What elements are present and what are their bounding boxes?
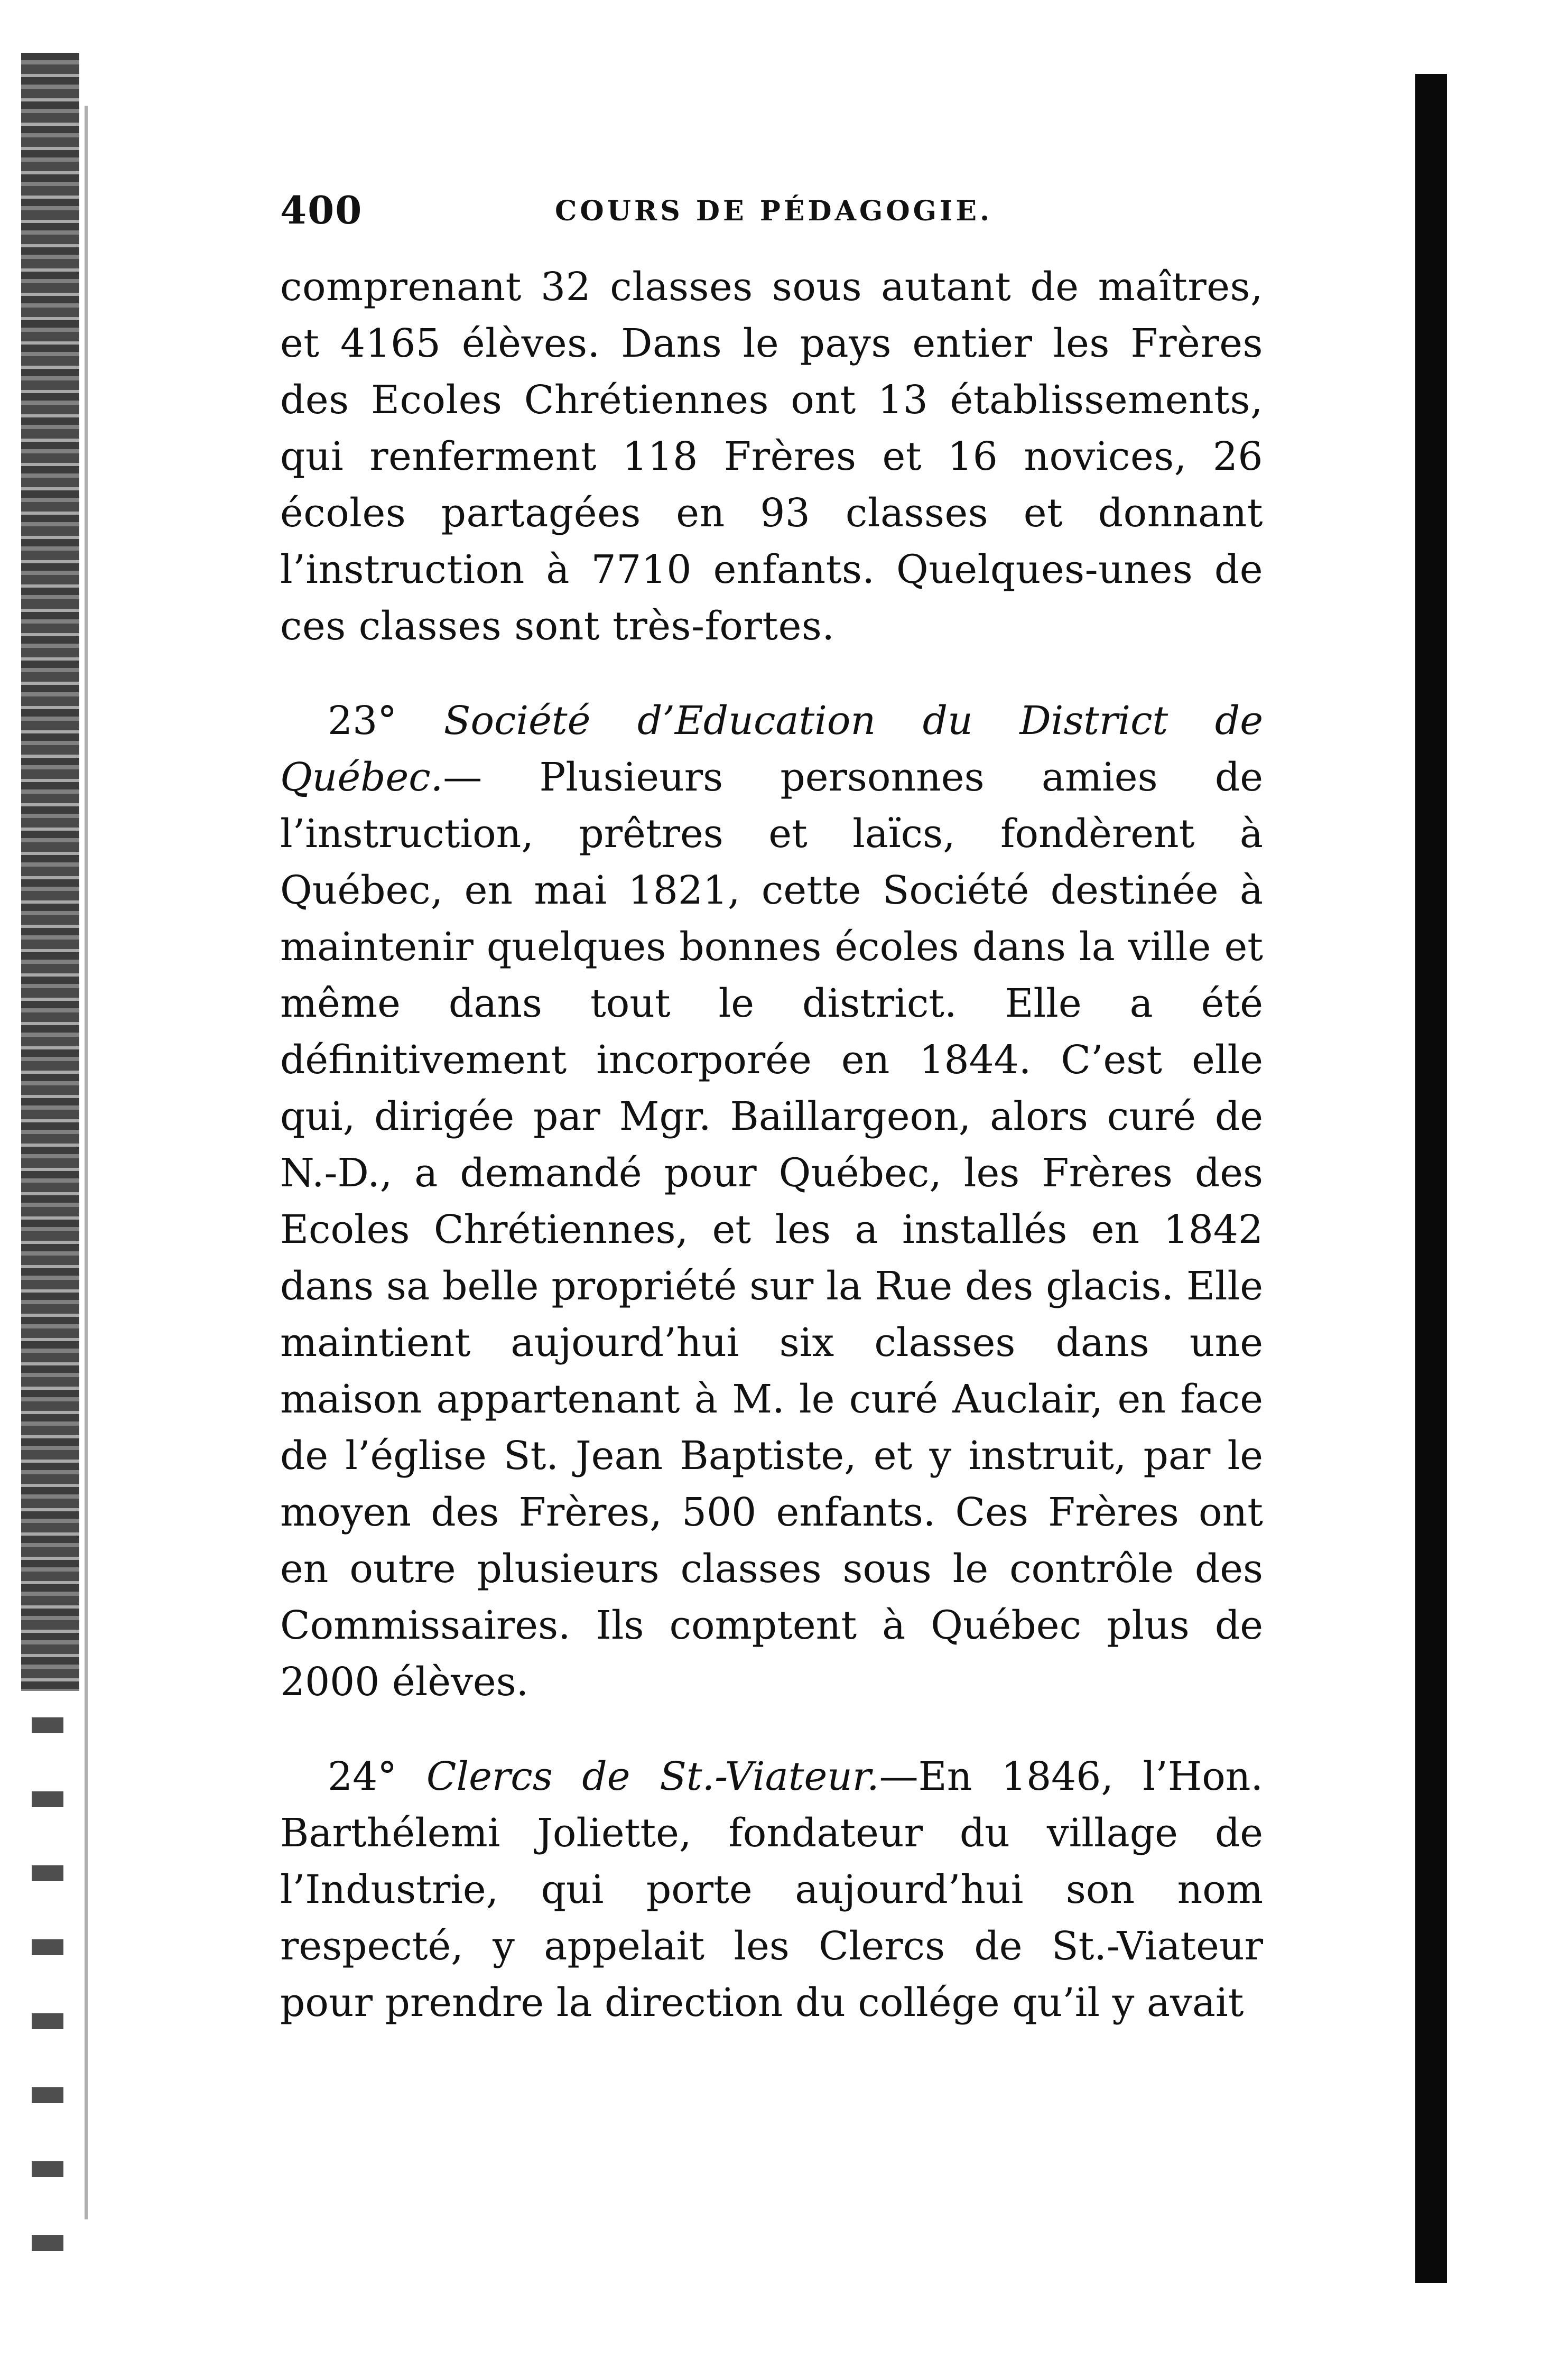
page-body [280,259,1263,2031]
paragraph-section-23 [280,693,1263,1711]
scan-binding-edge-left [21,53,79,1691]
section-number: 24° [328,1754,397,1799]
scan-edge-right [1415,74,1447,2283]
scan-binding-line [85,106,88,2219]
section-heading: Clercs de St.-Viateur. [426,1754,879,1799]
section-dash: — [443,755,483,800]
page-number: 400 [280,188,363,233]
scan-binding-marks-left [32,1717,63,2288]
section-heading: Société d’Education du District de Québec. [280,698,1264,800]
running-title: COURS DE PÉDAGOGIE. [555,195,993,227]
section-text: En 1846, l’Hon. Barthélemi Joliette, fondateur du village de l’Industrie, qui porte aujourd’hui son nom respecté, y appelait les Clercs de St.-Viateur pour prendre la direction du collége qu’il y avait [280,1754,1263,2025]
page-header [280,188,1300,246]
section-text: Plusieurs personnes amies de l’instruction, prêtres et laïcs, fondèrent à Québec, en mai 1821, cette Société destinée à maintenir quelques bonnes écoles dans la ville et même dans tout le district. Elle a été définitivement incorporée en 1844. C’est elle qui, dirigée par Mgr. Baillargeon, alors curé de N.-D., a demandé pour Québec, les Frères des Ecoles Chrétiennes, et les a installés en 1842 dans sa belle propriété sur la Rue des glacis. Elle maintient aujourd’hui six classes dans une maison appartenant à M. le curé Auclair, en face de l’église St. Jean Baptiste, et y instruit, par le moyen des Frères, 500 enfants. Ces Frères ont en outre plusieurs classes sous le contrôle des Commissaires. Ils comptent à Québec plus de 2000 élèves. [280,755,1263,1705]
paragraph-continuation: comprenant 32 classes sous autant de maîtres, et 4165 élèves. Dans le pays entier les Frères des Ecoles Chrétiennes ont 13 établissements, qui renferment 118 Frères et 16 novices, 26 écoles partagées en 93 classes et donnant l’instruction à 7710 enfants. Quelques-unes de ces classes sont très-fortes. [280,264,1263,649]
paragraph-section-24 [280,1749,1263,2031]
section-number: 23° [328,698,397,743]
section-dash: — [879,1754,918,1799]
